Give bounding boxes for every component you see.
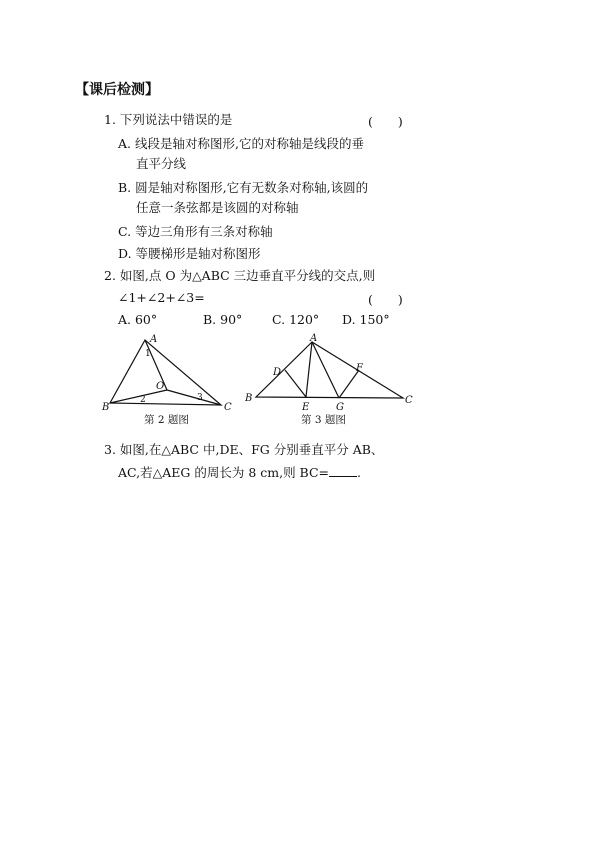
q1-answer-paren: ( ): [368, 114, 403, 129]
triangle-abc: [110, 340, 221, 405]
q1-option-c: C. 等边三角形有三条对称轴: [118, 224, 273, 239]
q3-answer-blank[interactable]: [329, 464, 357, 477]
label-d: D: [273, 367, 282, 378]
figure-3-caption: 第 3 题图: [301, 414, 346, 426]
q2-stem-line1: 2. 如图,点 O 为△ABC 三边垂直平分线的交点,则: [104, 268, 376, 283]
q1-option-a: A. 线段是轴对称图形,它的对称轴是线段的垂: [118, 136, 364, 151]
q1-option-b: B. 圆是轴对称图形,它有无数条对称轴,该圆的: [118, 180, 369, 195]
label-angle-2: 2: [140, 395, 146, 405]
q2-option-a: A. 60°: [118, 312, 158, 327]
label-b: B: [102, 402, 110, 413]
segment-fg: [339, 370, 359, 398]
q3-line2-text: AC,若△AEG 的周长为 8 cm,则 BC=: [118, 465, 329, 480]
label-a: A: [310, 333, 318, 344]
q2-answer-paren: ( ): [368, 292, 403, 307]
label-angle-1: 1: [145, 349, 151, 359]
q1-stem: 1. 下列说法中错误的是: [104, 112, 233, 127]
figure-3: [243, 332, 415, 428]
label-g: G: [336, 402, 344, 413]
q2-stem-line2: ∠1+∠2+∠3=: [118, 290, 205, 305]
label-c: C: [224, 402, 232, 413]
q2-option-c: C. 120°: [272, 312, 320, 327]
label-a: A: [150, 334, 158, 345]
q3-line1: 3. 如图,在△ABC 中,DE、FG 分别垂直平分 AB、: [104, 442, 384, 457]
segment-de: [285, 370, 306, 397]
segment-ae: [306, 342, 312, 397]
figure-2: [100, 332, 240, 428]
label-o: O: [156, 381, 165, 392]
label-b: B: [245, 393, 253, 404]
figure-2-caption: 第 2 题图: [144, 414, 189, 426]
label-c: C: [405, 395, 413, 406]
label-e: E: [302, 402, 310, 413]
q1-option-a-cont: 直平分线: [136, 156, 187, 171]
q3-line2-end: .: [357, 465, 361, 480]
section-title: 【课后检测】: [75, 82, 159, 98]
label-angle-3: 3: [197, 393, 203, 403]
label-f: F: [356, 363, 363, 374]
q1-option-d: D. 等腰梯形是轴对称图形: [118, 246, 261, 261]
q2-option-b: B. 90°: [203, 312, 243, 327]
q3-line2: [118, 464, 361, 481]
q2-option-d: D. 150°: [342, 312, 390, 327]
q1-option-b-cont: 任意一条弦都是该圆的对称轴: [136, 200, 299, 215]
